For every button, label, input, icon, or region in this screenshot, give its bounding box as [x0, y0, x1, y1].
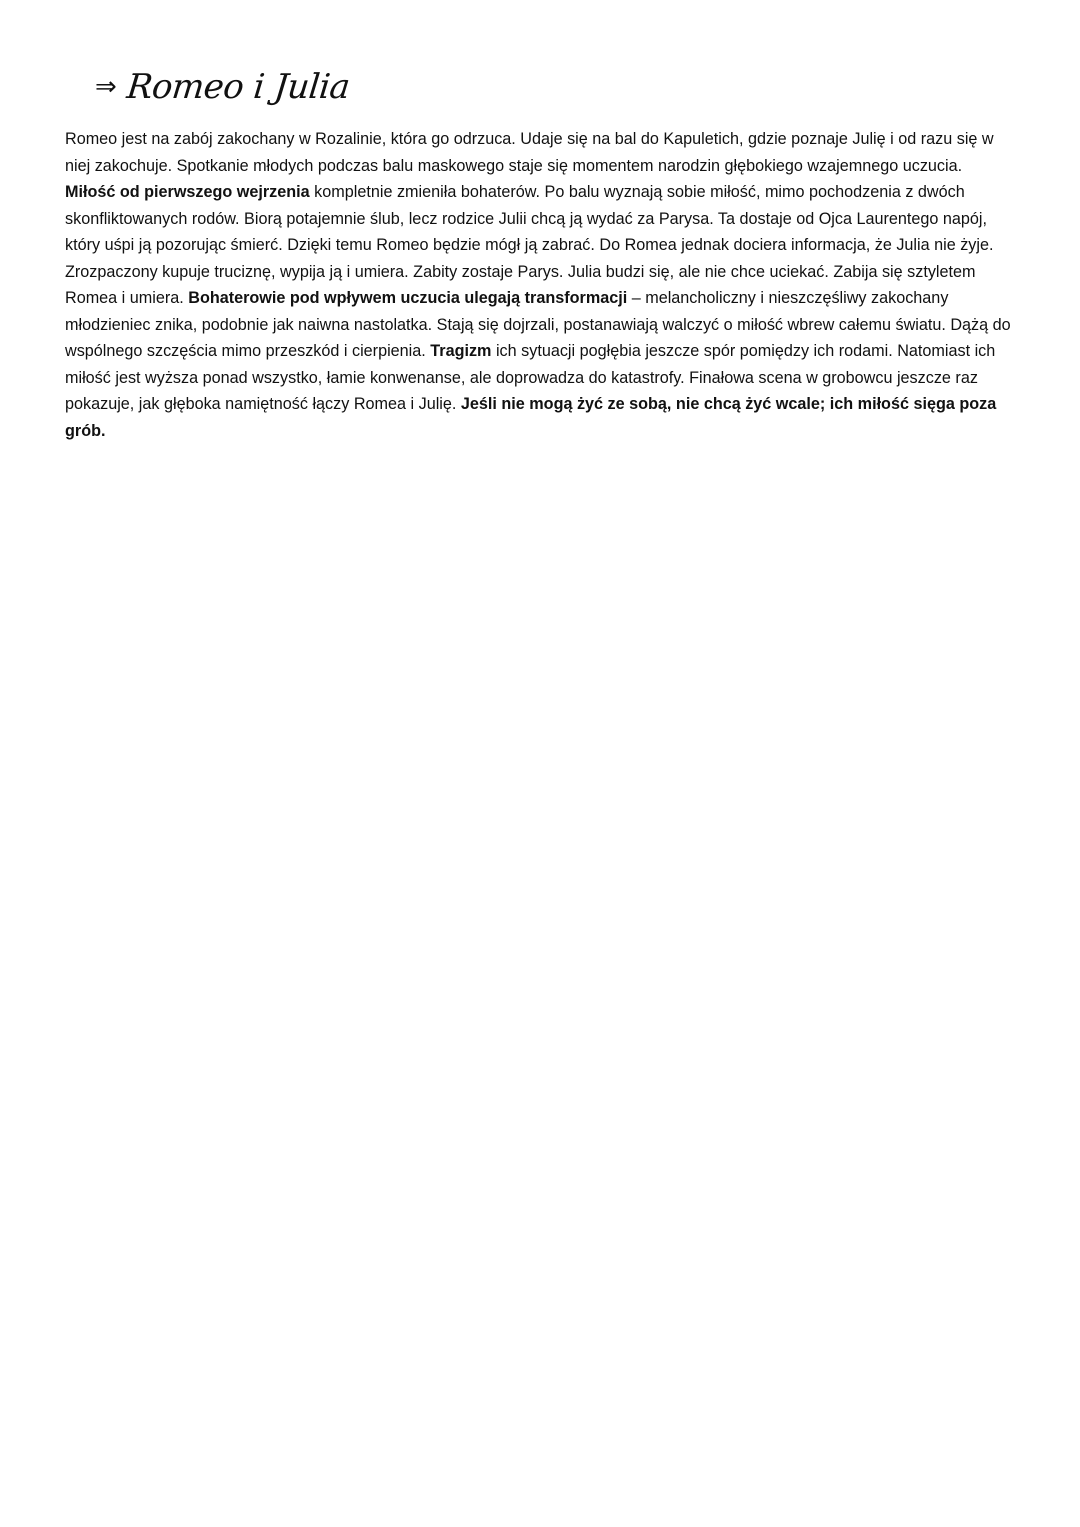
page-title: Romeo i Julia [124, 67, 352, 107]
text-segment: – melancholiczny i nieszczęśliwy zakochany młodzieniec znika, podobnie jak naiwna nastolatka. Stają się dojrzali, postanawiają walczyć o miłość wbrew całemu światu. Dążą do wspólnego szczęścia mimo przeszkód i cierpienia. [65, 289, 1011, 360]
bold-phrase: Bohaterowie pod wpływem uczucia ulegają transformacji [188, 289, 628, 307]
text-segment: Romeo jest na zabój zakochany w Rozalinie, która go odrzuca. Udaje się na bal do Kapuletich, gdzie poznaje Julię i od razu się w niej zakochuje. Spotkanie młodych podczas balu maskowego staje się momentem narodzin głębokiego wzajemnego uczucia. [65, 130, 994, 175]
text-segment: ich sytuacji pogłębia jeszcze spór pomiędzy ich rodami. Natomiast ich miłość jest wyższa ponad wszystko, łamie konwenanse, ale doprowadza do katastrofy. Finałowa scena w grobowcu jeszcze raz pokazuje, jak głęboka namiętność łączy Romea i Julię. [65, 342, 996, 413]
bold-phrase: Jeśli nie mogą żyć ze sobą, nie chcą żyć wcale; ich miłość sięga poza grób. [65, 395, 997, 440]
bold-phrase: Tragizm [430, 342, 492, 360]
bold-phrase: Miłość od pierwszego wejrzenia [65, 183, 310, 201]
text-segment: kompletnie zmieniła bohaterów. Po balu wyznają sobie miłość, mimo pochodzenia z dwóch skonfliktowanych rodów. Biorą potajemnie ślub, lecz rodzice Julii chcą ją wydać za Parysa. Ta dostaje od Ojca Laurentego napój, który uśpi ją pozorując śmierć. Dzięki temu Romeo będzie mógł ją zabrać. Do Romea jednak dociera informacja, że Julia nie żyje. Zrozpaczony kupuje truciznę, wypija ją i umiera. Zabity zostaje Parys. Julia budzi się, ale nie chce uciekać. Zabija się sztyletem Romea i umiera. [65, 183, 994, 307]
double-arrow-icon: ⇒ [95, 72, 117, 102]
heading [95, 62, 352, 112]
body-paragraph [65, 126, 1015, 444]
